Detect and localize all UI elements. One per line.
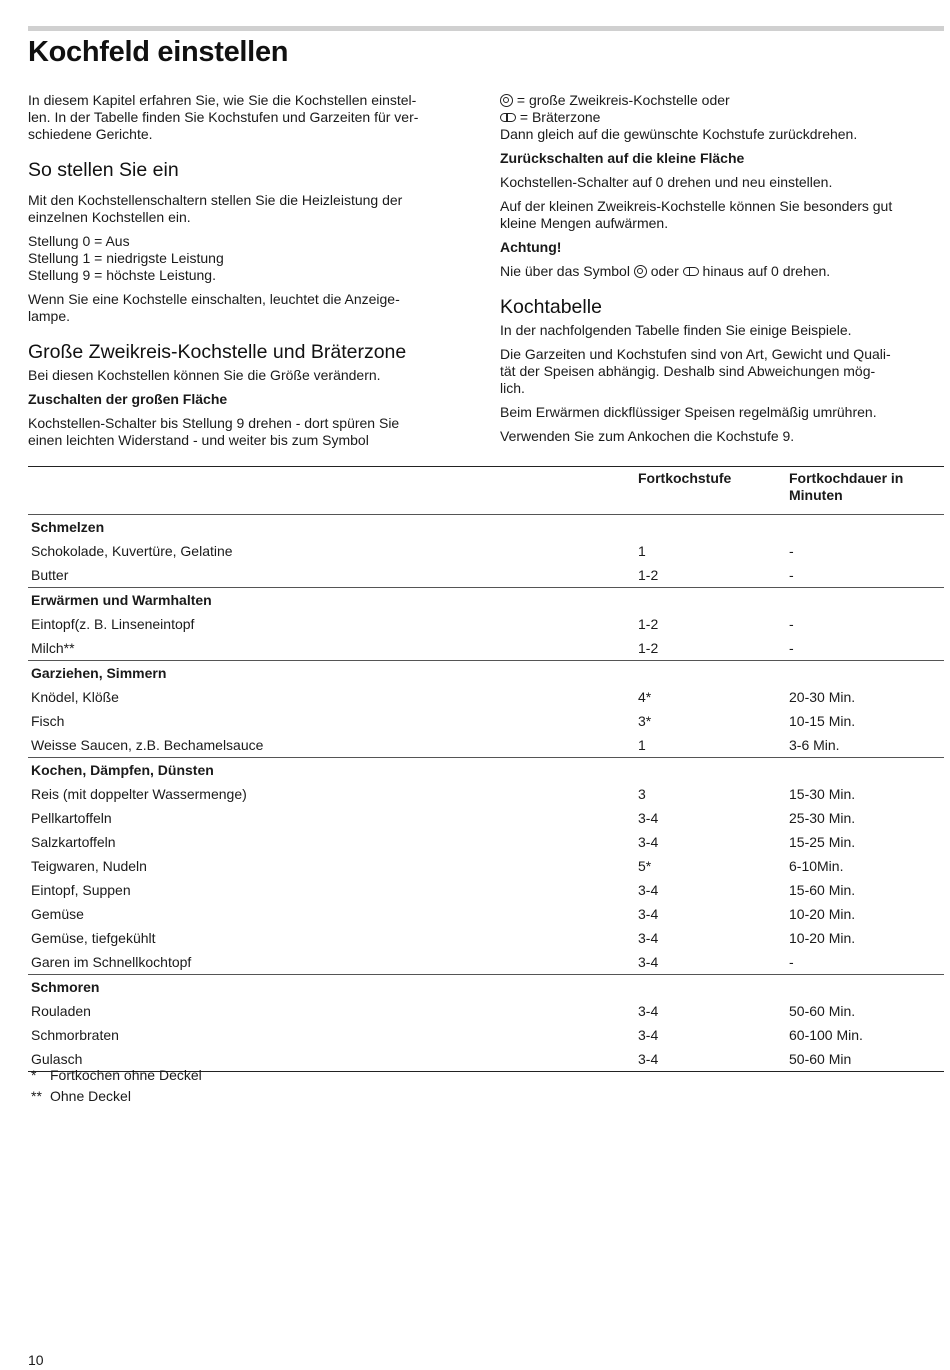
cell-stufe: 1 [638, 543, 646, 559]
table-row [28, 636, 944, 661]
table-row [28, 733, 944, 758]
heizleistung-paragraph: Mit den Kochstellenschaltern stellen Sie die Heizleistung der einzelnen Kochstellen ein. [28, 192, 403, 225]
heading-so-stellen: So stellen Sie ein [28, 159, 179, 181]
cell-dish: Milch** [31, 640, 75, 656]
cell-dauer: 60-100 Min. [789, 1027, 863, 1043]
group-label: Schmoren [28, 975, 944, 1000]
header-fortkochstufe: Fortkochstufe [635, 467, 786, 515]
cell-dauer: 20-30 Min. [789, 689, 856, 705]
cell-dauer: 10-20 Min. [789, 906, 856, 922]
cell-dish: Gemüse [31, 906, 84, 922]
groesse-paragraph: Bei diesen Kochstellen können Sie die Größe verändern. [28, 367, 381, 383]
beispiele-paragraph: In der nachfolgenden Tabelle finden Sie einige Beispiele. [500, 322, 852, 338]
cell-stufe: 3* [638, 713, 652, 729]
table-row [28, 709, 944, 733]
footnotes [31, 1065, 202, 1107]
table-row [28, 950, 944, 975]
group-label: Schmelzen [31, 519, 105, 535]
cell-stufe: 1-2 [638, 567, 659, 583]
cell-stufe: 3-4 [638, 810, 659, 826]
erwaermen-paragraph: Beim Erwärmen dickflüssiger Speisen regelmäßig umrühren. [500, 404, 877, 420]
table-group-row [28, 588, 944, 613]
page-title: Kochfeld einstellen [28, 36, 289, 68]
table-row [28, 685, 944, 709]
zuschalten-paragraph: Kochstellen-Schalter bis Stellung 9 drehen - dort spüren Sie einen leichten Widerstand - und weiter bis zum Symbol [28, 415, 400, 448]
cell-stufe: 4* [638, 689, 652, 705]
achtung-paragraph: Nie über das Symbol oder hinaus auf 0 drehen. [500, 263, 831, 279]
table-group-row [28, 758, 944, 783]
table-body [28, 515, 944, 1072]
cell-dish: Reis (mit doppelter Wassermenge) [31, 786, 247, 802]
cell-dish: Gulasch [28, 1047, 635, 1072]
cell-dauer: 50-60 Min [786, 1047, 944, 1072]
cell-dauer: - [789, 543, 794, 559]
klein-paragraph: Auf der kleinen Zweikreis-Kochstelle können Sie besonders gut kleine Mengen aufwärmen. [500, 198, 893, 231]
garzeiten-paragraph: Die Garzeiten und Kochstufen sind von Art, Gewicht und Quali- tät der Speisen abhängig. Deshalb sind Abweichungen mög- lich. [500, 346, 891, 396]
cell-dish: Weisse Saucen, z.B. Bechamelsauce [31, 737, 264, 753]
achtung-heading: Achtung! [500, 239, 562, 255]
cell-dauer: - [789, 616, 794, 632]
group-label: Kochen, Dämpfen, Dünsten [28, 758, 944, 783]
cell-dauer: - [789, 954, 794, 970]
heading-zweikreis: Große Zweikreis-Kochstelle und Bräterzone [28, 341, 407, 363]
zurueck-heading: Zurückschalten auf die kleine Fläche [500, 150, 745, 166]
cell-stufe: 3-4 [635, 1047, 786, 1072]
table-group-row [28, 515, 944, 540]
table-group-row [28, 975, 944, 1000]
zuschalten-heading: Zuschalten der großen Fläche [28, 391, 228, 407]
cell-stufe: 3-4 [638, 954, 659, 970]
cell-dauer: 50-60 Min. [789, 1003, 856, 1019]
table-row [28, 563, 944, 588]
cell-stufe: 3-4 [638, 834, 659, 850]
table-group-row [28, 661, 944, 686]
group-label: Erwärmen und Warmhalten [28, 588, 944, 613]
anzeige-paragraph: Wenn Sie eine Kochstelle einschalten, leuchtet die Anzeige- lampe. [28, 291, 400, 324]
cooking-table [28, 466, 944, 1072]
cell-stufe: 3-4 [638, 930, 659, 946]
cell-dish: Schmorbraten [31, 1027, 119, 1043]
table-row [28, 806, 944, 830]
cell-dauer: 6-10Min. [789, 858, 844, 874]
cell-dauer: 10-15 Min. [789, 713, 856, 729]
cell-dauer: 25-30 Min. [789, 810, 856, 826]
table-row [28, 999, 944, 1023]
cell-dish: Teigwaren, Nudeln [31, 858, 147, 874]
header-fortkochdauer: Fortkochdauer in Minuten [786, 467, 944, 515]
cell-dish: Gemüse, tiefgekühlt [31, 930, 156, 946]
cell-dauer: - [789, 640, 794, 656]
cell-stufe: 3 [638, 786, 646, 802]
top-rule [28, 26, 944, 31]
zweikreis-symbol-icon [634, 265, 647, 278]
cell-dish: Eintopf, Suppen [31, 882, 131, 898]
cell-dish: Knödel, Klöße [31, 689, 119, 705]
cell-stufe: 1 [638, 737, 646, 753]
heading-kochtabelle: Kochtabelle [500, 296, 602, 318]
cell-dish: Butter [31, 567, 69, 583]
table-row [28, 926, 944, 950]
header-dish [28, 467, 635, 515]
cell-dish: Schokolade, Kuvertüre, Gelatine [31, 543, 233, 559]
cell-stufe: 3-4 [638, 906, 659, 922]
symbol-paragraph: = große Zweikreis-Kochstelle oder = Bräterzone Dann gleich auf die gewünschte Kochstufe zurückdrehen. [500, 92, 858, 142]
table-row [28, 1023, 944, 1047]
cell-dish: Salzkartoffeln [31, 834, 116, 850]
cell-dish: Fisch [31, 713, 65, 729]
cell-stufe: 1-2 [638, 616, 659, 632]
cell-stufe: 3-4 [638, 1027, 659, 1043]
table-row [28, 612, 944, 636]
cell-dish: Rouladen [31, 1003, 91, 1019]
cell-dauer: 15-25 Min. [789, 834, 856, 850]
cell-stufe: 1-2 [638, 640, 659, 656]
cell-dauer: 15-60 Min. [789, 882, 856, 898]
cell-stufe: 5* [638, 858, 652, 874]
cell-dauer: - [789, 567, 794, 583]
cell-dish: Garen im Schnellkochtopf [31, 954, 192, 970]
cooking-table-wrap [28, 466, 944, 1072]
table-row [28, 830, 944, 854]
cell-dauer: 3-6 Min. [789, 737, 840, 753]
footnote: ** Ohne Deckel [31, 1088, 131, 1104]
zweikreis-symbol-icon [500, 94, 513, 107]
table-row [28, 539, 944, 563]
cell-dish: Pellkartoffeln [31, 810, 112, 826]
stellungen-list: Stellung 0 = Aus Stellung 1 = niedrigste Leistung Stellung 9 = höchste Leistung. [28, 233, 224, 283]
table-row [28, 878, 944, 902]
left-column [28, 92, 473, 456]
cell-stufe: 3-4 [638, 882, 659, 898]
table-header-row [28, 467, 944, 515]
table-row [28, 782, 944, 806]
braeterzone-symbol-icon [683, 267, 699, 276]
intro-paragraph: In diesem Kapitel erfahren Sie, wie Sie die Kochstellen einstel- len. In der Tabelle finden Sie Kochstufen und Garzeiten für ver- schiedene Gerichte. [28, 92, 419, 142]
cell-dauer: 10-20 Min. [789, 930, 856, 946]
zurueck-paragraph: Kochstellen-Schalter auf 0 drehen und neu einstellen. [500, 174, 833, 190]
cell-dish: Eintopf(z. B. Linseneintopf [31, 616, 195, 632]
braeterzone-symbol-icon [500, 113, 516, 122]
table-row [28, 902, 944, 926]
cell-stufe: 3-4 [638, 1003, 659, 1019]
table-row [28, 854, 944, 878]
group-label: Garziehen, Simmern [28, 661, 944, 686]
cell-dauer: 15-30 Min. [789, 786, 856, 802]
ankochen-paragraph: Verwenden Sie zum Ankochen die Kochstufe 9. [500, 428, 795, 444]
right-column [500, 92, 944, 452]
page-number: 10 [28, 1352, 44, 1368]
footnote: * Fortkochen ohne Deckel [31, 1067, 202, 1083]
